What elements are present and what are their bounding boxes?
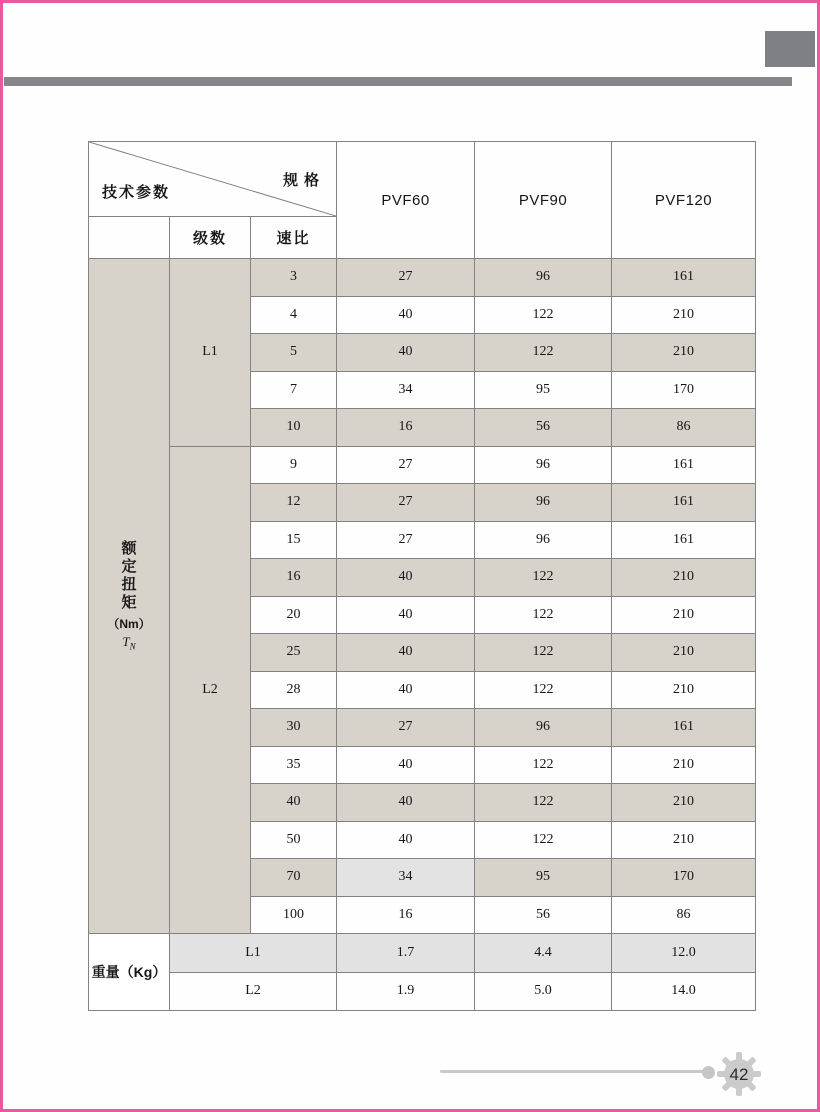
- value-cell: 56: [475, 409, 612, 447]
- ratio-cell: 30: [251, 709, 337, 747]
- spec-label: 规格: [283, 172, 326, 189]
- ratio-cell: 15: [251, 521, 337, 559]
- weight-row-label: 重量（Kg）: [89, 934, 170, 1011]
- footer-dot: [702, 1066, 715, 1079]
- ratio-cell: 7: [251, 371, 337, 409]
- value-cell: 122: [475, 334, 612, 372]
- ratio-cell: 9: [251, 446, 337, 484]
- tech-params-label: 技术参数: [102, 184, 171, 201]
- value-cell: 40: [337, 671, 475, 709]
- ratio-cell: 5: [251, 334, 337, 372]
- value-cell: 210: [612, 559, 756, 597]
- ratio-cell: 35: [251, 746, 337, 784]
- ratio-cell: 70: [251, 859, 337, 897]
- col-header-pvf60: PVF60: [337, 142, 475, 259]
- value-cell: 210: [612, 784, 756, 822]
- ratio-cell: 12: [251, 484, 337, 522]
- value-cell: 56: [475, 896, 612, 934]
- footer-rule-line: [440, 1070, 708, 1073]
- value-cell: 96: [475, 709, 612, 747]
- header-corner-block: [765, 31, 815, 67]
- value-cell: 40: [337, 559, 475, 597]
- ratio-cell: 28: [251, 671, 337, 709]
- value-cell: 27: [337, 521, 475, 559]
- value-cell: 86: [612, 896, 756, 934]
- value-cell: 210: [612, 334, 756, 372]
- weight-value-cell: 5.0: [475, 972, 612, 1011]
- value-cell: 96: [475, 259, 612, 297]
- value-cell: 210: [612, 296, 756, 334]
- ratio-cell: 10: [251, 409, 337, 447]
- value-cell: 122: [475, 821, 612, 859]
- value-cell: 40: [337, 296, 475, 334]
- value-cell: 40: [337, 821, 475, 859]
- spec-table-container: [88, 141, 756, 1011]
- value-cell: 96: [475, 521, 612, 559]
- value-cell: 16: [337, 896, 475, 934]
- value-cell: 40: [337, 634, 475, 672]
- value-cell: 170: [612, 859, 756, 897]
- page-number: 42: [729, 1065, 749, 1084]
- ratio-cell: 40: [251, 784, 337, 822]
- value-cell: 16: [337, 409, 475, 447]
- value-cell: 40: [337, 746, 475, 784]
- value-cell: 27: [337, 484, 475, 522]
- stage-group-cell: L1: [170, 259, 251, 447]
- table-row: [89, 446, 756, 484]
- col-header-pvf120: PVF120: [612, 142, 756, 259]
- ratio-cell: 20: [251, 596, 337, 634]
- value-cell: 210: [612, 821, 756, 859]
- stage-group-cell: L2: [170, 446, 251, 934]
- ratio-cell: 3: [251, 259, 337, 297]
- value-cell: 210: [612, 634, 756, 672]
- diagonal-header-cell: [89, 142, 337, 217]
- torque-row-label: 额 定 扭 矩 （Nm） $T_N$: [89, 259, 170, 934]
- ratio-cell: 4: [251, 296, 337, 334]
- empty-corner-cell: [89, 217, 170, 259]
- value-cell: 210: [612, 746, 756, 784]
- value-cell: 161: [612, 484, 756, 522]
- value-cell: 40: [337, 334, 475, 372]
- value-cell: 40: [337, 784, 475, 822]
- value-cell: 96: [475, 484, 612, 522]
- weight-value-cell: 12.0: [612, 934, 756, 973]
- ratio-cell: 16: [251, 559, 337, 597]
- stage-column-header: 级数: [170, 217, 251, 259]
- value-cell: 27: [337, 709, 475, 747]
- value-cell: 210: [612, 671, 756, 709]
- value-cell: 161: [612, 446, 756, 484]
- weight-value-cell: 1.9: [337, 972, 475, 1011]
- value-cell: 34: [337, 371, 475, 409]
- value-cell: 122: [475, 746, 612, 784]
- value-cell: 95: [475, 859, 612, 897]
- header-rule-bar: [4, 77, 792, 86]
- weight-value-cell: 4.4: [475, 934, 612, 973]
- weight-stage-cell: L2: [170, 972, 337, 1011]
- ratio-column-header: 速比: [251, 217, 337, 259]
- gear-icon: [716, 1051, 762, 1097]
- value-cell: 161: [612, 709, 756, 747]
- ratio-cell: 100: [251, 896, 337, 934]
- spec-table: [88, 141, 756, 1011]
- value-cell: 40: [337, 596, 475, 634]
- weight-value-cell: 1.7: [337, 934, 475, 973]
- weight-stage-cell: L1: [170, 934, 337, 973]
- value-cell: 96: [475, 446, 612, 484]
- value-cell: 161: [612, 521, 756, 559]
- value-cell: 161: [612, 259, 756, 297]
- ratio-cell: 25: [251, 634, 337, 672]
- weight-value-cell: 14.0: [612, 972, 756, 1011]
- value-cell: 122: [475, 296, 612, 334]
- value-cell: 34: [337, 859, 475, 897]
- value-cell: 122: [475, 559, 612, 597]
- value-cell: 27: [337, 259, 475, 297]
- value-cell: 122: [475, 671, 612, 709]
- value-cell: 122: [475, 596, 612, 634]
- ratio-cell: 50: [251, 821, 337, 859]
- value-cell: 122: [475, 634, 612, 672]
- value-cell: 95: [475, 371, 612, 409]
- value-cell: 27: [337, 446, 475, 484]
- col-header-pvf90: PVF90: [475, 142, 612, 259]
- table-row: [89, 259, 756, 297]
- value-cell: 122: [475, 784, 612, 822]
- value-cell: 210: [612, 596, 756, 634]
- value-cell: 170: [612, 371, 756, 409]
- value-cell: 86: [612, 409, 756, 447]
